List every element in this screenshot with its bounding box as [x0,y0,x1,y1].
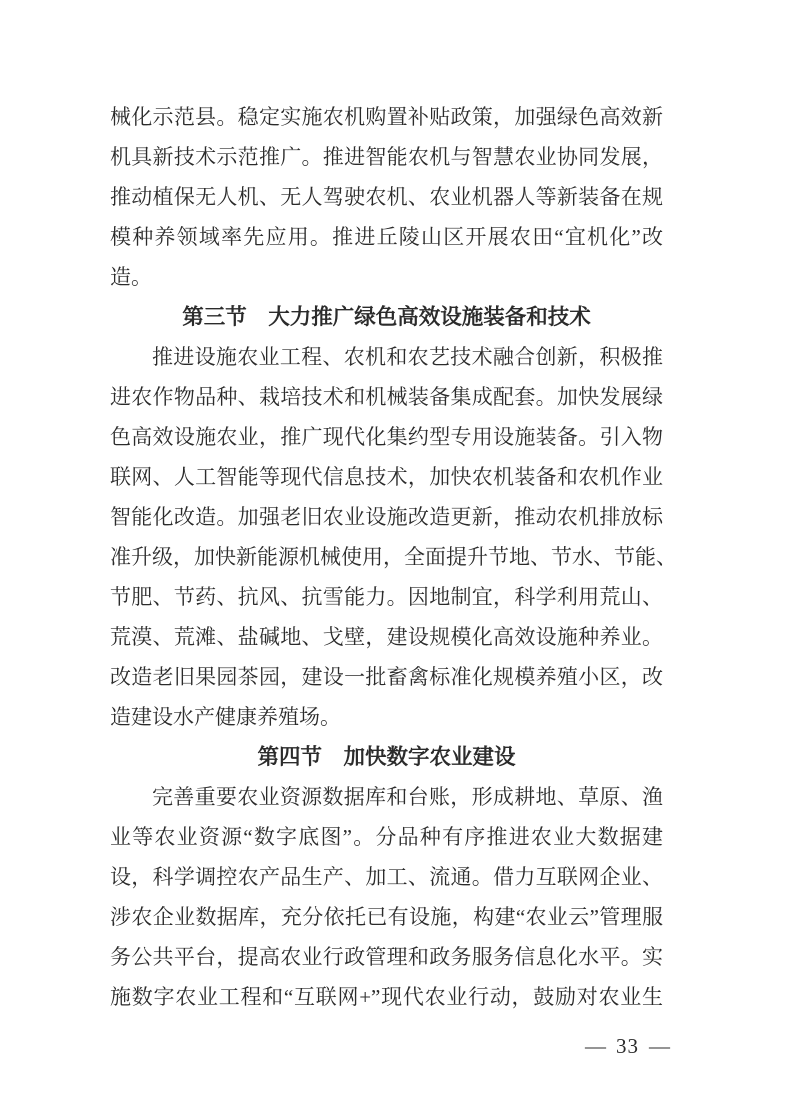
text-line: 造。 [110,265,152,289]
text-line: 准升级，加快新能源机械使用，全面提升节地、节水、节能、 [110,545,677,569]
text-line: 务公共平台，提高农业行政管理和政务服务信息化水平。实 [110,945,663,969]
text-line: 改造老旧果园茶园，建设一批畜禽标准化规模养殖小区，改 [110,665,663,689]
section-heading-4: 第四节 加快数字农业建设 [257,745,516,769]
text-line: 造建设水产健康养殖场。 [110,705,341,729]
text-line: 机具新技术示范推广。推进智能农机与智慧农业协同发展， [110,145,663,169]
text-line: 色高效设施农业，推广现代化集约型专用设施装备。引入物 [110,425,663,449]
text-line: 节肥、节药、抗风、抗雪能力。因地制宜，科学利用荒山、 [110,585,663,609]
text-line: 智能化改造。加强老旧农业设施改造更新，推动农机排放标 [110,505,663,529]
text-block [110,97,677,1017]
text-line: 推动植保无人机、无人驾驶农机、农业机器人等新装备在规 [110,185,663,209]
text-line: 施数字农业工程和“互联网+”现代农业行动，鼓励对农业生 [110,985,663,1009]
text-line: 推进设施农业工程、农机和农艺技术融合创新，积极推 [152,345,663,369]
page-number [575,1030,680,1062]
text-line: 荒漠、荒滩、盐碱地、戈壁，建设规模化高效设施种养业。 [110,625,663,649]
page-number-right-dash: — [649,1034,670,1058]
text-line: 联网、人工智能等现代信息技术，加快农机装备和农机作业 [110,465,663,489]
text-line: 完善重要农业资源数据库和台账，形成耕地、草原、渔 [152,785,663,809]
text-line: 业等农业资源“数字底图”。分品种有序推进农业大数据建 [110,825,663,849]
text-line: 设，科学调控农产品生产、加工、流通。借力互联网企业、 [110,865,663,889]
text-line: 涉农企业数据库，充分依托已有设施，构建“农业云”管理服 [110,905,663,929]
section-heading-3: 第三节 大力推广绿色高效设施装备和技术 [182,305,591,329]
page-number-left-dash: — [585,1034,606,1058]
text-line: 模种养领域率先应用。推进丘陵山区开展农田“宜机化”改 [110,225,663,249]
page-number-value: 33 [616,1034,639,1058]
text-line: 进农作物品种、栽培技术和机械装备集成配套。加快发展绿 [110,385,663,409]
text-line: 械化示范县。稳定实施农机购置补贴政策，加强绿色高效新 [110,105,663,129]
